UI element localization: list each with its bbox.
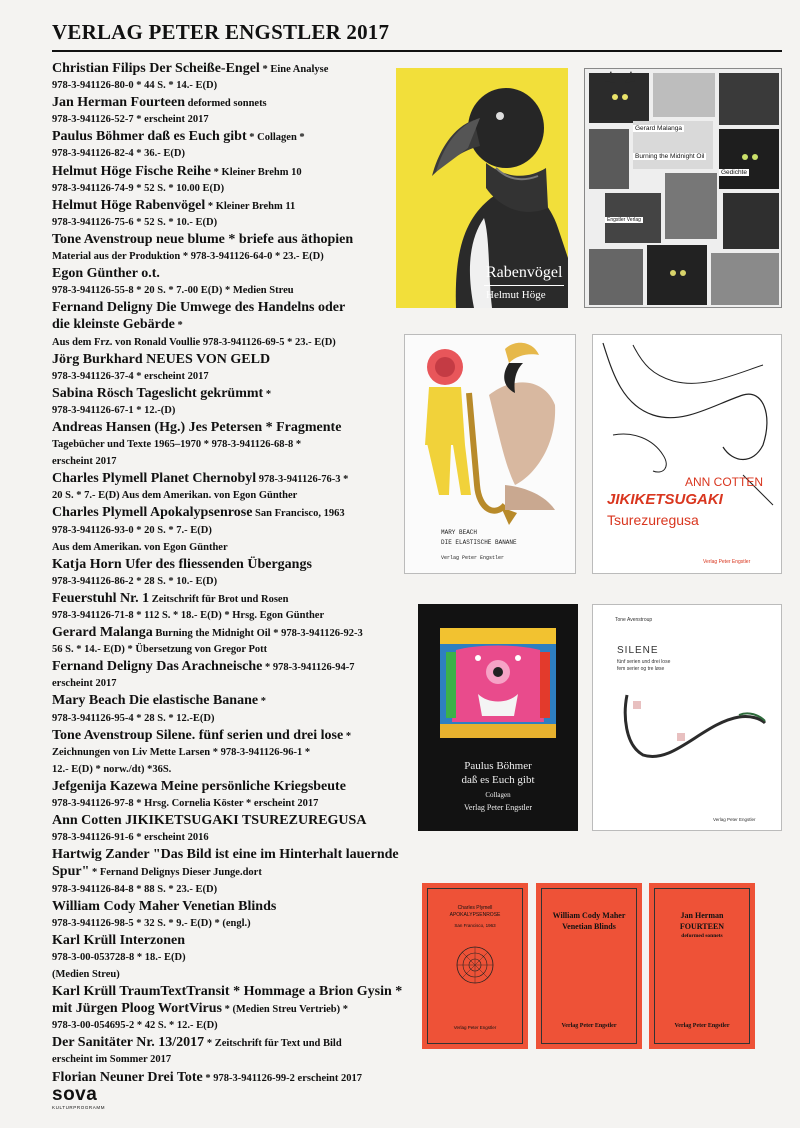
entry-title-text: Sabina Rösch Tageslicht gekrümmt <box>52 385 264 401</box>
entry-line <box>52 1069 420 1086</box>
entry-line <box>52 710 420 727</box>
entry-line <box>52 351 420 368</box>
entry-detail-text: Tagebücher und Texte 1965–1970 * 978-3-941126-68-8 * <box>52 439 302 451</box>
page-title: VERLAG PETER ENGSTLER 2017 <box>52 20 390 44</box>
entry-detail-text: 978-3-941126-67-1 * 12.-(D) <box>52 404 176 416</box>
entry-title-text: Jörg Burkhard NEUES VON GELD <box>52 351 271 367</box>
entry-line <box>52 1000 420 1017</box>
entry-detail-text: 978-3-941126-82-4 * 36.- E(D) <box>52 148 185 160</box>
entry-detail-text: * (Medien Streu Vertrieb) * <box>221 1004 349 1016</box>
cover-silene-sub2: fem serier og tre løse <box>617 666 665 672</box>
entry-line <box>52 949 420 966</box>
cover-banane-publisher: Verlag Peter Engstler <box>441 555 505 561</box>
entry-line <box>52 744 420 761</box>
entry-line <box>52 727 420 744</box>
cover-herman-title: FOURTEEN <box>679 922 725 931</box>
entry-title-text: Helmut Höge Fische Reihe <box>52 163 212 179</box>
entry-title-text: Ann Cotten JIKIKETSUGAKI TSUREZUREGUSA <box>52 813 367 829</box>
cover-plymell-author: Charles Plymell <box>457 905 493 911</box>
entry-title-text: Fernand Deligny Das Arachneische <box>52 659 263 675</box>
entry-line <box>52 487 420 504</box>
entry-line <box>52 419 420 436</box>
entry-detail-text: * Kleiner Brehm 11 <box>205 200 296 212</box>
entry-detail-text: * <box>263 388 272 400</box>
entry-detail-text: 978-3-941126-55-8 * 20 S. * 7.-00 E(D) * Medien Streu <box>52 285 294 297</box>
entry-line <box>52 692 420 709</box>
entry-line <box>52 94 420 111</box>
cover-plymell-place: San Francisco, 1963 <box>454 923 496 928</box>
entry-detail-text: Zeichnungen von Liv Mette Larsen * 978-3-941126-96-1 * <box>52 746 311 758</box>
entry-line <box>52 607 420 624</box>
cover-silene-publisher: Verlag Peter Engstler <box>713 817 756 822</box>
cover-rabenvoegel-author: Helmut Höge <box>486 289 546 301</box>
entry-line <box>52 402 420 419</box>
cover-herman-publisher: Verlag Peter Engstler <box>674 1023 730 1029</box>
entry-title-text: Karl Krüll TraumTextTransit * Hommage a Brion Gysin * <box>52 984 403 1000</box>
sova-logo <box>52 1085 105 1111</box>
entry-line <box>52 846 420 863</box>
cover-maher-publisher: Verlag Peter Engstler <box>561 1023 617 1029</box>
entry-detail-text: Aus dem Frz. von Ronald Voullie 978-3-941126-69-5 * 23.- E(D) <box>52 336 336 348</box>
cover-silene-title: SILENE <box>617 645 659 656</box>
entry-title-text: Florian Neuner Drei Tote <box>52 1069 203 1085</box>
entry-detail-text: * Zeitschrift für Text und Bild <box>204 1038 342 1050</box>
cover-cotten <box>592 334 782 574</box>
entry-line <box>52 983 420 1000</box>
entry-title-text: Jan Herman Fourteen <box>52 95 185 111</box>
entry-detail-text: 978-3-941126-84-8 * 88 S. * 23.- E(D) <box>52 883 218 895</box>
line-drawing <box>593 335 782 574</box>
entry-line <box>52 436 420 453</box>
entry-line <box>52 60 420 77</box>
cover-malanga-publisher: Engstler Verlag <box>607 217 641 223</box>
entry-title-text: Gerard Malanga <box>52 625 153 641</box>
entry-detail-text: * <box>343 730 352 742</box>
entry-line <box>52 641 420 658</box>
entry-line <box>52 316 420 333</box>
silene-drawing <box>593 605 782 831</box>
entry-line <box>52 915 420 932</box>
entry-line <box>52 1017 420 1034</box>
entry-line <box>52 231 420 248</box>
entry-detail-text: Burning the Midnight Oil * 978-3-941126-92-3 <box>152 628 363 640</box>
cover-maher-author: William Cody Maher <box>552 911 626 920</box>
entry-title-text: Hartwig Zander "Das Bild ist eine im Hinterhalt lauernde <box>52 847 399 863</box>
entry-line <box>52 761 420 778</box>
entry-title-text: Paulus Böhmer daß es Euch gibt <box>52 129 247 145</box>
entry-detail-text: 978-3-941126-37-4 * erscheint 2017 <box>52 370 209 382</box>
cover-maher-title: Venetian Blinds <box>562 922 616 931</box>
entry-line <box>52 504 420 521</box>
entry-line <box>52 966 420 983</box>
entry-detail-text: 978-3-941126-76-3 * <box>256 474 349 486</box>
entry-title-text: mit Jürgen Ploog WortVirus <box>52 1001 222 1017</box>
entry-line <box>52 675 420 692</box>
entry-line <box>52 128 420 145</box>
logo-tagline: KULTURPROGRAMM <box>52 1105 106 1110</box>
cover-malanga <box>584 68 782 308</box>
entry-detail-text: 978-3-941126-97-8 * Hrsg. Cornelia Köster * erscheint 2017 <box>52 798 319 810</box>
cover-plymell-publisher: Verlag Peter Engstler <box>453 1025 497 1030</box>
entry-detail-text: 978-3-941126-75-6 * 52 S. * 10.- E(D) <box>52 216 218 228</box>
cover-herman-author: Jan Herman <box>680 911 724 920</box>
entry-detail-text: * Fernand Delignys Dieser Junge.dort <box>89 867 262 879</box>
entry-detail-text: 978-3-00-053728-8 * 18.- E(D) <box>52 951 186 963</box>
entry-line <box>52 1034 420 1051</box>
entry-title-text: Jefgenija Kazewa Meine persönliche Kriegsbeute <box>52 778 346 794</box>
entry-line <box>52 197 420 214</box>
entry-detail-text: Aus dem Amerikan. von Egon Günther <box>52 541 228 553</box>
cover-silene-author: Tone Avenstroup <box>615 617 653 623</box>
entry-detail-text: 978-3-00-054695-2 * 42 S. * 12.- E(D) <box>52 1020 218 1032</box>
entry-title-text: Katja Horn Ufer des fliessenden Übergangs <box>52 556 312 572</box>
entry-line <box>52 863 420 880</box>
entry-line <box>52 624 420 641</box>
entry-line <box>52 368 420 385</box>
cover-malanga-subtitle: Gedichte <box>721 169 748 176</box>
entry-line <box>52 265 420 282</box>
entry-line <box>52 248 420 265</box>
entry-detail-text: 12.- E(D) * norw./dt) *36S. <box>52 763 172 775</box>
entry-title-text: Tone Avenstroup neue blume * briefe aus äthopien <box>52 231 354 247</box>
entry-line <box>52 898 420 915</box>
entry-detail-text: 978-3-941126-80-0 * 44 S. * 14.- E(D) <box>52 80 218 92</box>
entry-detail-text: 978-3-941126-71-8 * 112 S. * 18.- E(D) * Hrsg. Egon Günther <box>52 610 325 621</box>
entry-line <box>52 111 420 128</box>
entry-title-text: Mary Beach Die elastische Banane <box>52 693 259 709</box>
entry-detail-text: * Kleiner Brehm 10 <box>211 166 302 178</box>
entry-line <box>52 881 420 898</box>
entry-detail-text: * 978-3-941126-94-7 <box>262 662 355 674</box>
entry-detail-text: * Collagen * <box>246 132 305 144</box>
cover-malanga-title: Burning the Midnight Oil <box>635 153 705 160</box>
entry-title-text: Christian Filips Der Scheiße-Engel <box>52 61 260 76</box>
entry-detail-text: * Eine Analyse <box>259 64 329 75</box>
entry-detail-text: * <box>174 320 183 332</box>
cover-boehmer-title: daß es Euch gibt <box>461 774 535 786</box>
entry-detail-text: erscheint 2017 <box>52 678 117 690</box>
cover-banane-title: DIE ELASTISCHE BANANE <box>441 539 517 546</box>
cover-cotten-title: JIKIKETSUGAKI <box>607 491 723 508</box>
entry-detail-text: * <box>258 696 266 708</box>
entry-title-text: Feuerstuhl Nr. 1 <box>52 590 150 606</box>
cover-silene <box>592 604 782 831</box>
entry-detail-text: San Francisco, 1963 <box>252 508 345 520</box>
cover-cotten-subtitle: Tsurezuregusa <box>607 512 699 528</box>
cover-rabenvoegel-rule <box>484 285 564 286</box>
entry-line <box>52 778 420 795</box>
entry-line <box>52 932 420 949</box>
entry-line <box>52 385 420 402</box>
entry-line <box>52 658 420 675</box>
entry-title-text: Tone Avenstroup Silene. fünf serien und drei lose <box>52 727 344 743</box>
entry-detail-text: 20 S. * 7.- E(D) Aus dem Amerikan. von Egon Günther <box>52 490 298 502</box>
entry-title-text: Andreas Hansen (Hg.) Jes Petersen * Fragmente <box>52 419 342 435</box>
cover-plymell <box>422 883 528 1049</box>
cover-banane <box>404 334 576 574</box>
entry-line <box>52 214 420 231</box>
entry-line <box>52 453 420 470</box>
entry-title-text: William Cody Maher Venetian Blinds <box>52 898 277 914</box>
entry-title-text: die kleinste Gebärde <box>52 317 175 333</box>
cover-boehmer-author: Paulus Böhmer <box>464 760 532 772</box>
entry-line <box>52 573 420 590</box>
entry-line <box>52 590 420 607</box>
book-list <box>52 60 420 1086</box>
entry-line <box>52 282 420 299</box>
entry-detail-text: 978-3-941126-91-6 * erscheint 2016 <box>52 832 209 844</box>
entry-detail-text: 978-3-941126-52-7 * erscheint 2017 <box>52 114 209 126</box>
entry-detail-text: Material aus der Produktion * 978-3-941126-64-0 * 23.- E(D) <box>52 251 324 263</box>
entry-detail-text: erscheint 2017 <box>52 456 117 468</box>
entry-detail-text: Zeitschrift für Brot und Rosen <box>149 593 289 605</box>
entry-detail-text: * 978-3-941126-99-2 erscheint 2017 <box>202 1072 362 1084</box>
cover-boehmer-publisher: Verlag Peter Engstler <box>464 803 532 812</box>
entry-line <box>52 145 420 162</box>
entry-line <box>52 180 420 197</box>
entry-line <box>52 829 420 846</box>
cover-boehmer <box>418 604 578 831</box>
cover-plymell-title: APOKALYPSENROSE <box>449 912 501 918</box>
entry-line <box>52 77 420 94</box>
cover-herman-subtitle: deformed sonnets <box>681 933 723 939</box>
entry-line <box>52 812 420 829</box>
cover-boehmer-subtitle: Collagen <box>485 791 511 799</box>
entry-detail-text: 978-3-941126-95-4 * 28 S. * 12.-E(D) <box>52 712 215 724</box>
entry-line <box>52 470 420 487</box>
entry-title-text: Egon Günther o.t. <box>52 266 160 282</box>
entry-detail-text: erscheint im Sommer 2017 <box>52 1054 172 1066</box>
cover-malanga-author: Gerard Malanga <box>635 125 682 132</box>
logo-name: sova <box>52 1084 98 1105</box>
entry-detail-text: deformed sonnets <box>184 98 267 110</box>
cover-maher <box>536 883 642 1049</box>
entry-line <box>52 299 420 316</box>
entry-title-text: Karl Krüll Interzonen <box>52 932 185 948</box>
entry-line <box>52 556 420 573</box>
cat-photo-collage <box>585 69 782 308</box>
entry-line <box>52 1051 420 1068</box>
cover-rabenvoegel <box>396 68 568 308</box>
entry-detail-text: 978-3-941126-93-0 * 20 S. * 7.- E(D) <box>52 524 212 536</box>
cover-rabenvoegel-title: Rabenvögel <box>486 264 563 281</box>
entry-detail-text: 978-3-941126-74-9 * 52 S. * 10.00 E(D) <box>52 182 225 194</box>
entry-detail-text: (Medien Streu) <box>52 968 120 980</box>
entry-line <box>52 539 420 556</box>
entry-line <box>52 522 420 539</box>
entry-line <box>52 163 420 180</box>
cover-banane-author: MARY BEACH <box>441 529 478 536</box>
entry-line <box>52 795 420 812</box>
entry-title-text: Spur" <box>52 864 90 880</box>
entry-title-text: Helmut Höge Rabenvögel <box>52 197 206 213</box>
cover-cotten-publisher: Verlag Peter Engstler <box>703 559 751 565</box>
entry-title-text: Der Sanitäter Nr. 13/2017 <box>52 1035 205 1051</box>
title-rule <box>52 50 782 52</box>
cover-silene-sub1: fünf serien und drei lose <box>617 659 671 665</box>
entry-line <box>52 334 420 351</box>
entry-detail-text: 56 S. * 14.- E(D) * Übersetzung von Gregor Pott <box>52 644 268 656</box>
cover-cotten-author: ANN COTTEN <box>685 475 763 489</box>
entry-title-text: Fernand Deligny Die Umwege des Handelns oder <box>52 300 346 316</box>
entry-detail-text: 978-3-941126-98-5 * 32 S. * 9.- E(D) * (engl.) <box>52 917 251 929</box>
entry-detail-text: 978-3-941126-86-2 * 28 S. * 10.- E(D) <box>52 575 218 587</box>
entry-title-text: Charles Plymell Apokalypsenrose <box>52 505 253 521</box>
entry-title-text: Charles Plymell Planet Chernobyl <box>52 471 257 487</box>
cover-herman <box>649 883 755 1049</box>
